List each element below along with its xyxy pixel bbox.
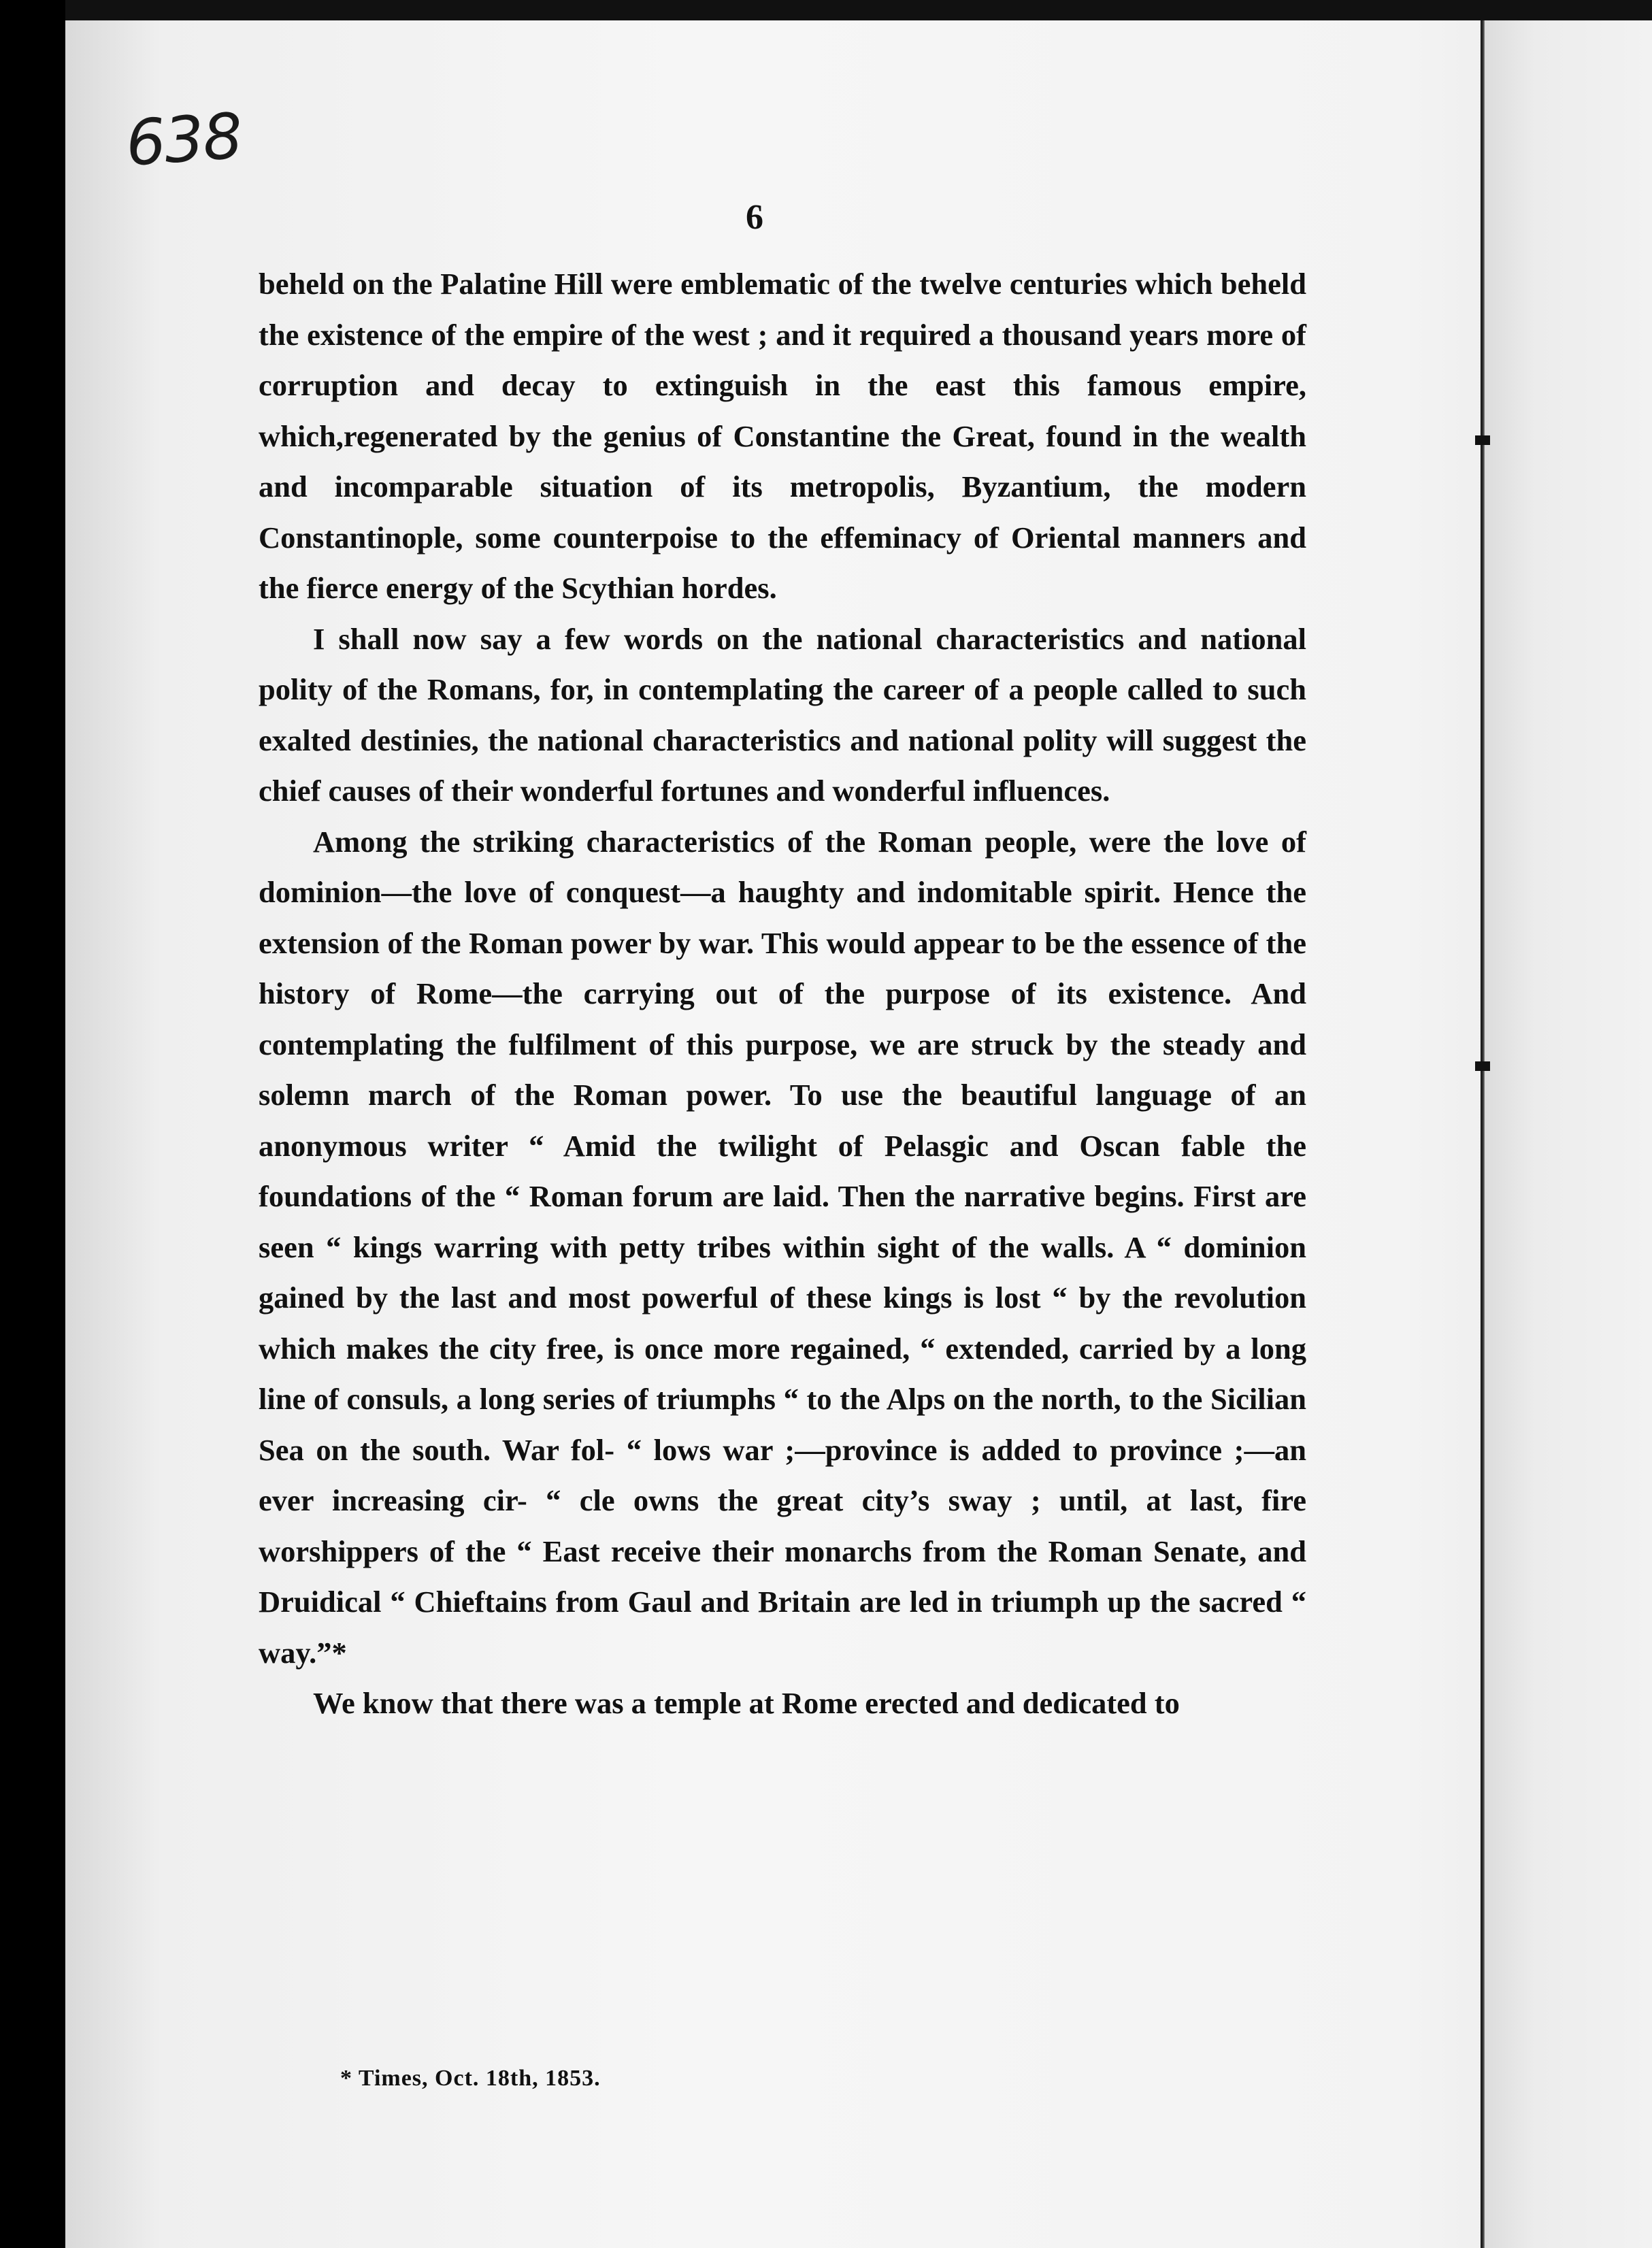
- paragraph: I shall now say a few words on the national characteristics and national polity of the Romans, for, in contemplating the career of a people called to such exalted destinies, the national characteristics and national polity will suggest the chief causes of their wonderful fortunes and wonderful influences.: [259, 621, 1306, 808]
- scan-border-top: [65, 0, 1652, 20]
- page-fold-line: [1481, 20, 1485, 2248]
- body-text: [259, 259, 1306, 1729]
- paragraph: Among the striking characteristics of the Roman people, were the love of dominion—the love of conquest—a haughty and indomitable spirit. Hence the extension of the Roman power by war. This would appear to be the essence of the history of Rome—the carrying out of the purpose of its existence. And contemplating the fulfilment of this purpose, we are struck by the steady and solemn march of the Roman power. To use the beautiful language of an anonymous writer “ Amid the twilight of Pelasgic and Oscan fable the foundations of the “ Roman forum are laid. Then the narrative begins. First are seen “ kings warring with petty tribes within sight of the walls. A “ dominion gained by the last and most powerful of these kings is lost “ by the revolution which makes the city free, is once more regained, “ extended, carried by a long line of consuls, a long series of triumphs “ to the Alps on the north, to the Sicilian Sea on the south. War fol- “ lows war ;—province is added to province ;—an ever increasing cir- “ cle owns the great city’s sway ; until, at last, fire worshippers of the “ East receive their monarchs from the Roman Senate, and Druidical “ Chieftains from Gaul and Britain are led in triumph up the sacred “ way.”*: [259, 824, 1306, 1670]
- binding-mark: [1475, 1061, 1490, 1071]
- binding-mark: [1475, 435, 1490, 445]
- paragraph: We know that there was a temple at Rome erected and dedicated to: [313, 1686, 1180, 1720]
- scan-border-left: [0, 0, 65, 2248]
- footnote: * Times, Oct. 18th, 1853.: [340, 2066, 601, 2091]
- adjacent-page-strip: [1485, 20, 1652, 2248]
- page-number: 6: [746, 198, 763, 237]
- paragraph: beheld on the Palatine Hill were emblematic of the twelve centuries which beheld the existence of the empire of the west ; and it required a thousand years more of corruption and decay to extinguish in the east this famous empire, which,regenerated by the genius of Constantine the Great, found in the wealth and incomparable situation of its metropolis, Byzantium, the modern Constantinople, some counterpoise to the effeminacy of Oriental manners and the fierce energy of the Scythian hordes.: [259, 267, 1306, 605]
- handwritten-page-annotation: 638: [123, 99, 244, 180]
